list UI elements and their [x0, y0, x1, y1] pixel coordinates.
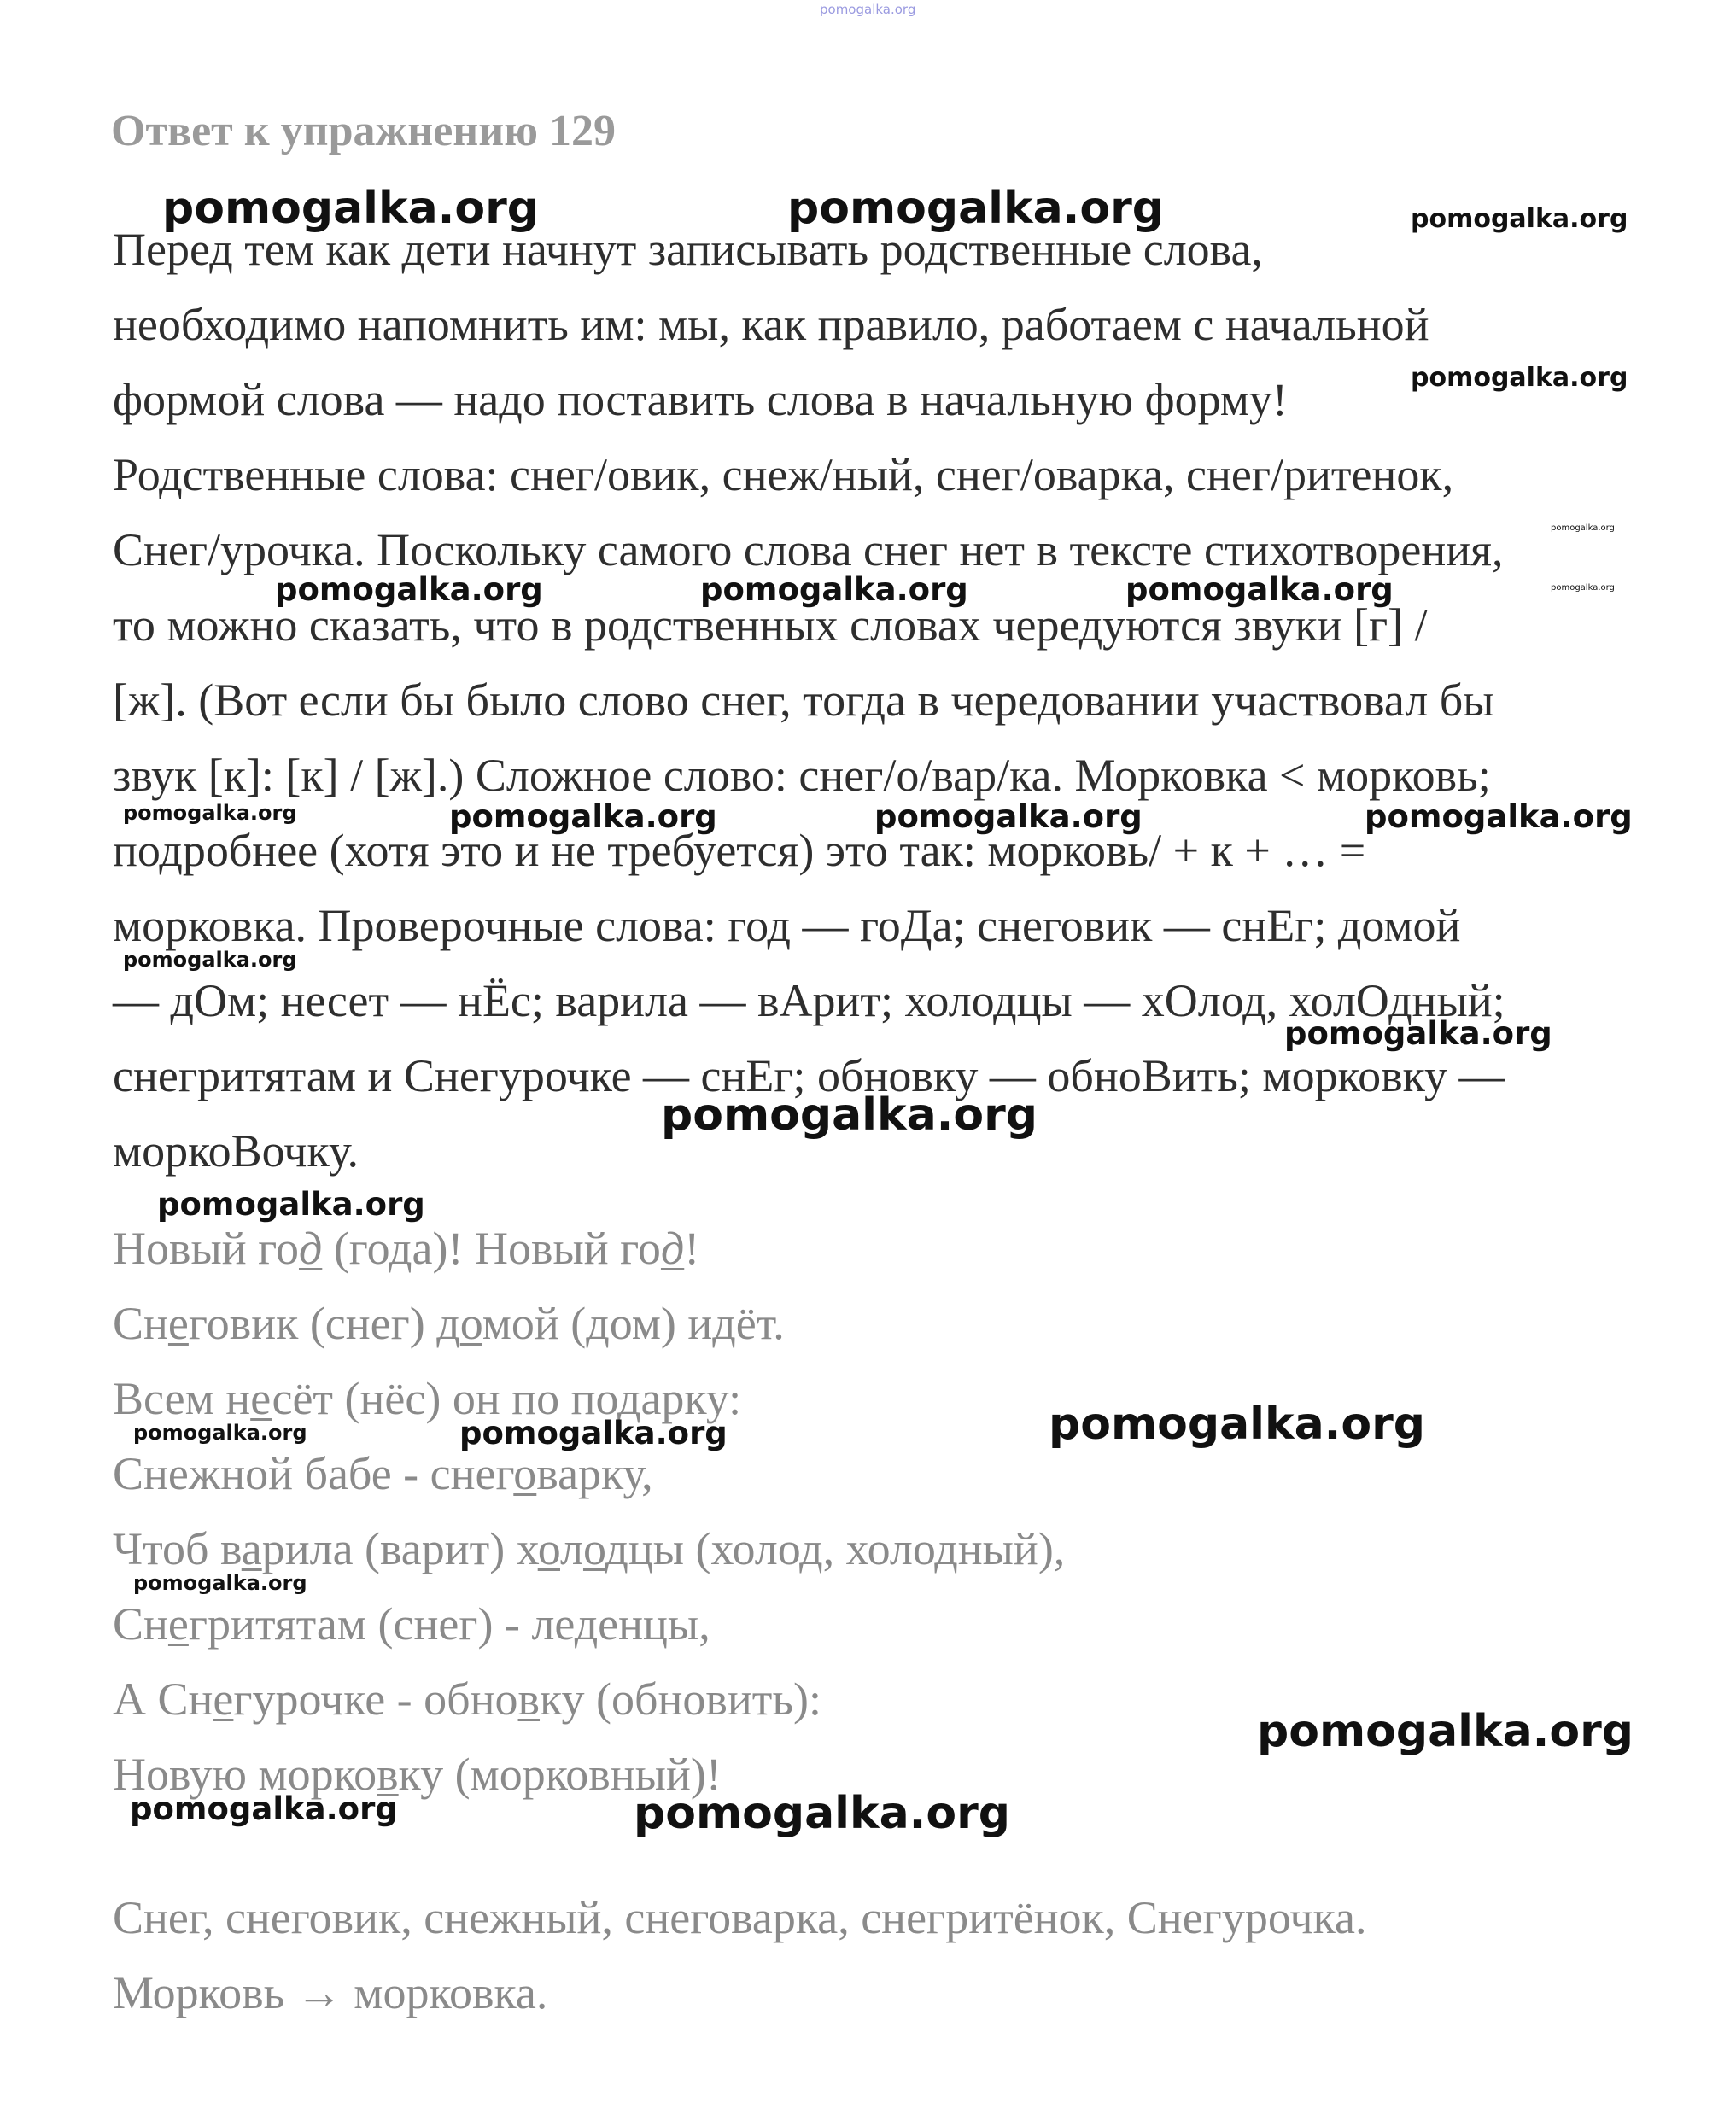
explanation-line: — дОм; несет — нЁс; варила — вАрит; холодцы — хОлод, холОдный;	[113, 975, 1505, 1026]
poem-text-fragment: Чтоб в	[113, 1523, 242, 1574]
summary-line: Снег, снеговик, снежный, снеговарка, снегритёнок, Снегурочка.	[113, 1892, 1367, 1943]
watermark: pomogalka.org	[1411, 363, 1628, 393]
watermark: pomogalka.org	[123, 801, 297, 825]
underlined-letter: д	[298, 1223, 323, 1274]
underlined-letter: о	[537, 1523, 560, 1574]
underlined-letter: в	[517, 1673, 541, 1725]
watermark: pomogalka.org	[162, 183, 540, 234]
poem-text-fragment: мой (дом) идёт.	[482, 1298, 785, 1349]
watermark: pomogalka.org	[133, 1571, 307, 1595]
summary-line: Морковь → морковка.	[113, 1967, 548, 2018]
explanation-line: Родственные слова: снег/овик, снеж/ный, снег/оварка, снег/ритенок,	[113, 449, 1454, 500]
underlined-letter: о	[513, 1448, 537, 1499]
poem-text-fragment: ку (обновить):	[540, 1673, 821, 1725]
watermark: pomogalka.org	[459, 1415, 728, 1451]
poem-text-fragment: варку,	[536, 1448, 653, 1499]
poem-line	[113, 1448, 653, 1499]
watermark: pomogalka.org	[634, 1788, 1011, 1839]
poem-text-fragment: сёт (нёс) он по подарку:	[272, 1373, 742, 1424]
watermark: pomogalka.org	[449, 798, 717, 835]
poem-text-fragment: гритятам (снег) - леденцы,	[188, 1598, 710, 1650]
poem-text-fragment: !	[684, 1223, 700, 1274]
watermark: pomogalka.org	[123, 948, 297, 972]
watermark: pomogalka.org	[130, 1790, 398, 1827]
watermark: pomogalka.org	[874, 798, 1143, 835]
underlined-letter: е	[167, 1298, 189, 1349]
explanation-line: моркоВочку.	[113, 1125, 359, 1177]
explanation-line: подробнее (хотя это и не требуется) это так: морковь/ + к + … =	[113, 825, 1366, 876]
explanation-line: то можно сказать, что в родственных словах чередуются звуки [г] /	[113, 599, 1428, 651]
watermark: pomogalka.org	[787, 183, 1165, 234]
poem-line	[113, 1673, 821, 1725]
poem-text-fragment: А Сн	[113, 1673, 213, 1725]
underlined-letter: е	[250, 1373, 272, 1424]
watermark: pomogalka.org	[661, 1089, 1038, 1141]
underlined-letter: в	[377, 1749, 399, 1800]
poem-text-fragment: (года)! Новый го	[322, 1223, 661, 1274]
watermark: pomogalka.org	[1257, 1706, 1634, 1757]
explanation-line: морковка. Проверочные слова: год — гоДа; снеговик — снЕг; домой	[113, 900, 1461, 951]
explanation-line: звук [к]: [к] / [ж].) Сложное слово: снег/о/вар/ка. Морковка < морковь;	[113, 750, 1491, 801]
poem-text-fragment: Новую морко	[113, 1749, 377, 1800]
poem-text-fragment: Снежной бабе - снег	[113, 1448, 514, 1499]
explanation-line: [ж]. (Вот если бы было слово снег, тогда в чередовании участвовал бы	[113, 675, 1494, 726]
watermark: pomogalka.org	[275, 571, 543, 608]
poem-text-fragment: ку (морковный)!	[398, 1749, 722, 1800]
underlined-letter: д	[660, 1223, 685, 1274]
watermark: pomogalka.org	[700, 571, 968, 608]
underlined-letter: а	[241, 1523, 262, 1574]
watermark: pomogalka.org	[1551, 523, 1615, 533]
poem-line	[113, 1223, 700, 1274]
poem-text-fragment: гурочке - обно	[233, 1673, 518, 1725]
poem-text-fragment: рила (варит) х	[261, 1523, 538, 1574]
poem-text-fragment: дцы (холод, холодный),	[605, 1523, 1066, 1574]
explanation-line: снегритятам и Снегурочке — снЕг; обновку — обноВить; морковку —	[113, 1050, 1505, 1101]
explanation-line: Снег/урочка. Поскольку самого слова снег нет в тексте стихотворения,	[113, 524, 1504, 575]
poem-text-fragment: л	[560, 1523, 583, 1574]
poem-line	[113, 1298, 785, 1349]
explanation-line: Перед тем как дети начнут записывать родственные слова,	[113, 224, 1263, 275]
watermark: pomogalka.org	[133, 1421, 307, 1445]
watermark: pomogalka.org	[1049, 1399, 1426, 1450]
underlined-letter: е	[213, 1673, 234, 1725]
explanation-line: формой слова — надо поставить слова в начальную форму!	[113, 374, 1288, 425]
explanation-line: необходимо напомнить им: мы, как правило, работаем с начальной	[113, 299, 1429, 350]
watermark: pomogalka.org	[1551, 583, 1615, 593]
underlined-letter: е	[167, 1598, 189, 1650]
watermark: pomogalka.org	[1411, 204, 1628, 234]
watermark: pomogalka.org	[1284, 1015, 1552, 1052]
site-stamp: pomogalka.org	[820, 2, 916, 17]
watermark: pomogalka.org	[1365, 798, 1633, 835]
poem-line	[113, 1598, 710, 1650]
underlined-letter: о	[459, 1298, 482, 1349]
poem-line	[113, 1523, 1066, 1574]
poem-text-fragment: Сн	[113, 1598, 168, 1650]
poem-text-fragment: говик (снег) д	[188, 1298, 460, 1349]
page-title: Ответ к упражнению 129	[111, 107, 616, 155]
poem-text-fragment: Новый го	[113, 1223, 299, 1274]
poem-text-fragment: Сн	[113, 1298, 168, 1349]
watermark: pomogalka.org	[1125, 571, 1394, 608]
poem-text-fragment: Всем н	[113, 1373, 251, 1424]
underlined-letter: о	[582, 1523, 605, 1574]
watermark: pomogalka.org	[157, 1186, 425, 1223]
